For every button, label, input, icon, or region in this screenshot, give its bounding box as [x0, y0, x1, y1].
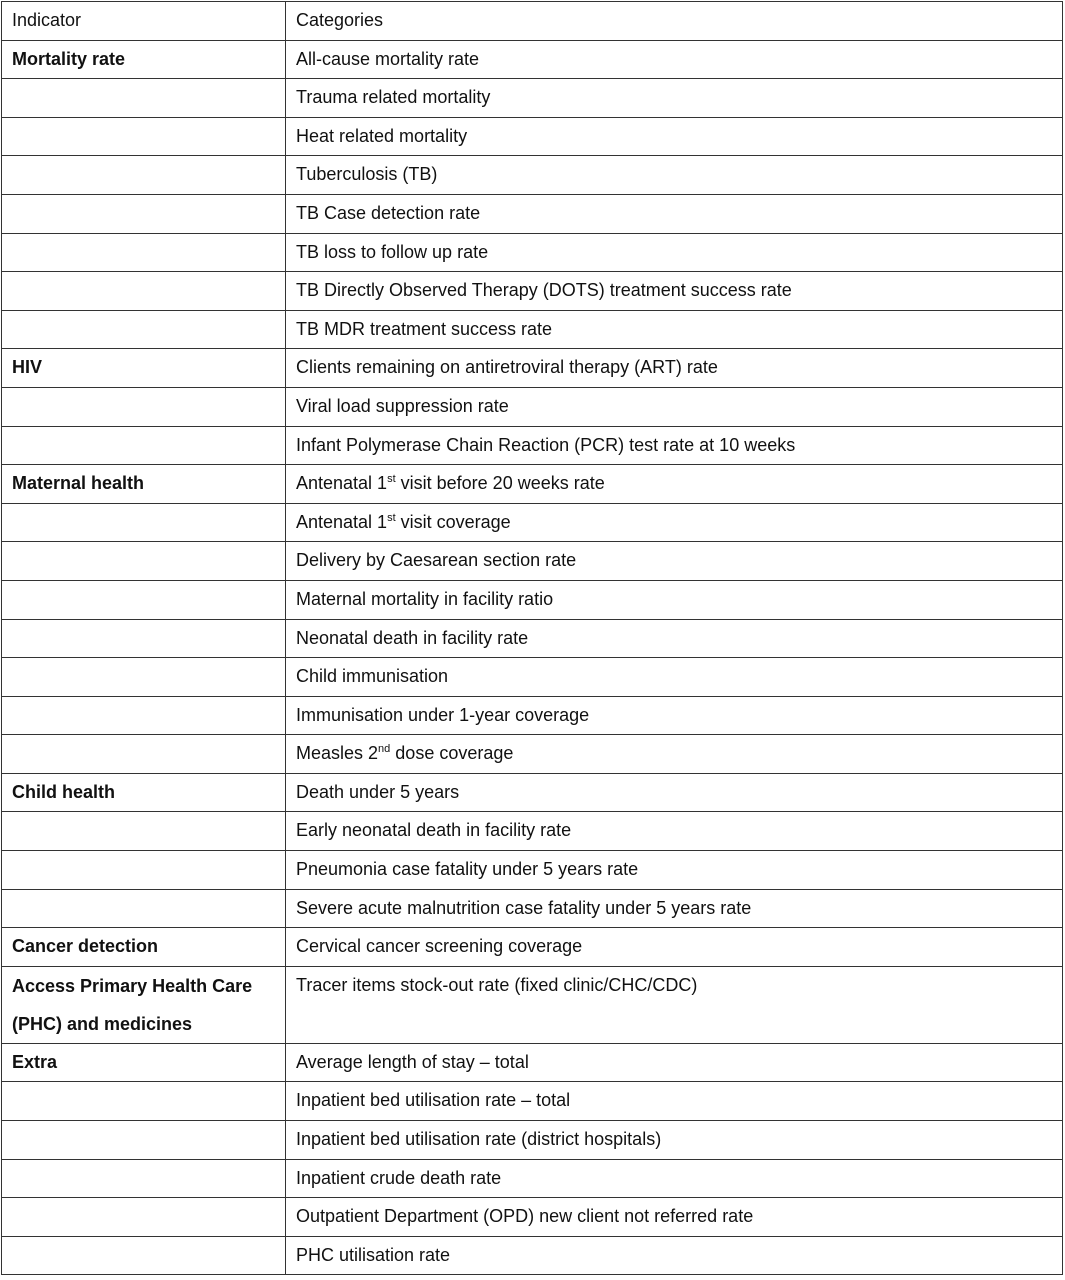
- category-cell: Inpatient bed utilisation rate – total: [286, 1082, 1063, 1121]
- indicator-cell: [2, 735, 286, 774]
- table-row: [2, 619, 1063, 658]
- category-cell: Inpatient crude death rate: [286, 1159, 1063, 1198]
- header-indicator: Indicator: [2, 2, 286, 41]
- table-row: [2, 1159, 1063, 1198]
- category-cell: Death under 5 years: [286, 773, 1063, 812]
- table-row: [2, 889, 1063, 928]
- category-cell: All-cause mortality rate: [286, 40, 1063, 79]
- category-cell: Immunisation under 1-year coverage: [286, 696, 1063, 735]
- table-row: [2, 387, 1063, 426]
- category-cell: Maternal mortality in facility ratio: [286, 580, 1063, 619]
- indicator-cell: [2, 1198, 286, 1237]
- table-row: [2, 1043, 1063, 1082]
- category-cell: Delivery by Caesarean section rate: [286, 542, 1063, 581]
- table-row: [2, 465, 1063, 504]
- category-cell: Pneumonia case fatality under 5 years rate: [286, 851, 1063, 890]
- table-row: [2, 272, 1063, 311]
- category-cell: Trauma related mortality: [286, 79, 1063, 118]
- indicator-cell: [2, 79, 286, 118]
- indicator-cell: [2, 387, 286, 426]
- category-cell: [286, 503, 1063, 542]
- table-row: [2, 117, 1063, 156]
- category-text: Antenatal 1: [296, 473, 388, 494]
- category-cell: Viral load suppression rate: [286, 387, 1063, 426]
- table-row: [2, 658, 1063, 697]
- indicator-cell: [2, 272, 286, 311]
- indicator-cell: [2, 1159, 286, 1198]
- table-header-row: [2, 2, 1063, 41]
- category-cell: Tracer items stock-out rate (fixed clinic/CHC/CDC): [286, 966, 1063, 1043]
- indicator-cell: Child health: [2, 773, 286, 812]
- table-row: [2, 40, 1063, 79]
- category-cell: TB loss to follow up rate: [286, 233, 1063, 272]
- table-row: [2, 1121, 1063, 1160]
- indicator-cell: [2, 156, 286, 195]
- table-row: [2, 1198, 1063, 1237]
- indicator-cell: [2, 1121, 286, 1160]
- category-cell: Neonatal death in facility rate: [286, 619, 1063, 658]
- indicator-cell: Cancer detection: [2, 928, 286, 967]
- ordinal-superscript: nd: [378, 743, 391, 756]
- category-cell: Cervical cancer screening coverage: [286, 928, 1063, 967]
- table-row: [2, 812, 1063, 851]
- table-row: [2, 773, 1063, 812]
- category-cell: Clients remaining on antiretroviral therapy (ART) rate: [286, 349, 1063, 388]
- table-row: [2, 349, 1063, 388]
- table-row: [2, 851, 1063, 890]
- table-row: [2, 156, 1063, 195]
- indicator-cell: [2, 310, 286, 349]
- category-cell: TB MDR treatment success rate: [286, 310, 1063, 349]
- indicator-table: [1, 1, 1063, 1275]
- category-text: visit before 20 weeks rate: [395, 473, 605, 494]
- table-row: [2, 735, 1063, 774]
- category-cell: Outpatient Department (OPD) new client not referred rate: [286, 1198, 1063, 1237]
- indicator-cell: HIV: [2, 349, 286, 388]
- category-text: dose coverage: [390, 743, 514, 764]
- indicator-cell: Maternal health: [2, 465, 286, 504]
- table-row: [2, 1236, 1063, 1275]
- indicator-cell: [2, 889, 286, 928]
- category-cell: TB Case detection rate: [286, 194, 1063, 233]
- category-cell: PHC utilisation rate: [286, 1236, 1063, 1275]
- indicator-cell: [2, 812, 286, 851]
- table-row: [2, 503, 1063, 542]
- category-cell: Child immunisation: [286, 658, 1063, 697]
- indicator-cell: [2, 426, 286, 465]
- category-cell: Tuberculosis (TB): [286, 156, 1063, 195]
- indicator-cell: [2, 1236, 286, 1275]
- indicator-cell: [2, 233, 286, 272]
- indicator-cell: [2, 580, 286, 619]
- category-text: Antenatal 1: [296, 511, 388, 532]
- indicator-cell: [2, 503, 286, 542]
- table-row: [2, 966, 1063, 1043]
- table-row: [2, 1082, 1063, 1121]
- table-row: [2, 542, 1063, 581]
- table-row: [2, 426, 1063, 465]
- table-row: [2, 310, 1063, 349]
- ordinal-superscript: st: [387, 473, 396, 486]
- header-categories: Categories: [286, 2, 1063, 41]
- indicator-cell: [2, 658, 286, 697]
- indicator-cell: [2, 542, 286, 581]
- table-row: [2, 696, 1063, 735]
- table-row: [2, 928, 1063, 967]
- indicator-cell: [2, 696, 286, 735]
- indicator-cell: [2, 117, 286, 156]
- category-text: Measles 2: [296, 743, 379, 764]
- category-cell: Infant Polymerase Chain Reaction (PCR) test rate at 10 weeks: [286, 426, 1063, 465]
- table-row: [2, 79, 1063, 118]
- category-cell: [286, 735, 1063, 774]
- category-cell: Average length of stay – total: [286, 1043, 1063, 1082]
- table-row: [2, 233, 1063, 272]
- indicator-cell: Mortality rate: [2, 40, 286, 79]
- table-row: [2, 580, 1063, 619]
- indicator-cell: Access Primary Health Care (PHC) and medicines: [2, 966, 286, 1043]
- ordinal-superscript: st: [387, 511, 396, 524]
- indicator-cell: [2, 619, 286, 658]
- category-cell: Early neonatal death in facility rate: [286, 812, 1063, 851]
- category-cell: Inpatient bed utilisation rate (district hospitals): [286, 1121, 1063, 1160]
- category-cell: [286, 465, 1063, 504]
- category-cell: Severe acute malnutrition case fatality under 5 years rate: [286, 889, 1063, 928]
- indicator-cell: [2, 194, 286, 233]
- category-text: visit coverage: [395, 511, 511, 532]
- category-cell: Heat related mortality: [286, 117, 1063, 156]
- indicator-cell: [2, 1082, 286, 1121]
- category-cell: TB Directly Observed Therapy (DOTS) treatment success rate: [286, 272, 1063, 311]
- table-row: [2, 194, 1063, 233]
- indicator-cell: [2, 851, 286, 890]
- indicator-cell: Extra: [2, 1043, 286, 1082]
